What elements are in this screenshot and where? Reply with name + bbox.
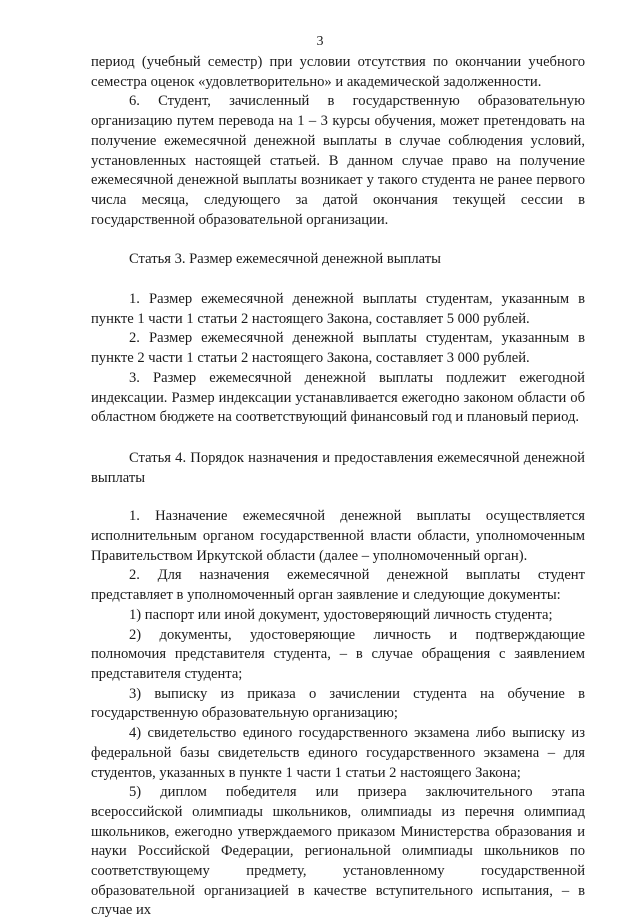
document-list-item-2: 2) документы, удостоверяющие личность и подтверждающие полномочия представителя студента, – в случае обращения с заявлением представителя студента; — [91, 626, 585, 682]
article-4-item-1: 1. Назначение ежемесячной денежной выплаты осуществляется исполнительным органом государственной власти области, уполномоченным Правительством Иркутской области (далее – уполномоченный орган). — [91, 508, 585, 564]
document-list-item-3: 3) выписку из приказа о зачислении студента на обучение в государственную образовательную организацию; — [91, 685, 585, 722]
article-3-item-2: 2. Размер ежемесячной денежной выплаты студентам, указанным в пункте 2 части 1 статьи 2 настоящего Закона, составляет 3 000 рублей. — [91, 330, 585, 367]
page-number: 3 — [316, 34, 324, 49]
paragraph-item-6: 6. Студент, зачисленный в государственную образовательную организацию путем перевода на 1 – 3 курсы обучения, может претендовать на получение ежемесячной денежной выплаты в случае соблюдения условий, установленных настоящей статьей. В данном случае право на получение ежемесячной денежной выплаты возникает у такого студента не ранее первого числа месяца, следующего за датой окончания текущей сессии в государственной образовательной организации. — [91, 93, 585, 228]
article-3-item-1: 1. Размер ежемесячной денежной выплаты студентам, указанным в пункте 1 части 1 статьи 2 настоящего Закона, составляет 5 000 рублей. — [91, 291, 585, 327]
article-3-item-3: 3. Размер ежемесячной денежной выплаты подлежит ежегодной индексации. Размер индексации устанавливается ежегодно законом области об областном бюджете на соответствующий финансовый год и плановый период. — [91, 369, 585, 426]
document-list-item-1: 1) паспорт или иной документ, удостоверяющий личность студента; — [129, 606, 553, 623]
article-3-heading: Статья 3. Размер ежемесячной денежной выплаты — [129, 251, 441, 268]
document-list-item-4: 4) свидетельство единого государственного экзамена либо выписку из федеральной базы свидетельств единого государственного экзамена – для студентов, указанных в пункте 1 части 1 статьи 2 настоящего Закона; — [91, 725, 585, 781]
article-4-item-2: 2. Для назначения ежемесячной денежной выплаты студент представляет в уполномоченный орган заявление и следующие документы: — [91, 567, 585, 604]
article-4-heading: Статья 4. Порядок назначения и предоставления ежемесячной денежной выплаты — [91, 449, 585, 486]
document-list-item-5: 5) диплом победителя или призера заключительного этапа всероссийской олимпиады школьников, олимпиады из перечня олимпиад школьников, ежегодно утверждаемого приказом Министерства образования и науки Российской Федерации, региональной олимпиады школьников по соответствующему предмету, установленному государственной образовательной организацией в качестве вступительного испытания, – в случае их — [91, 784, 585, 919]
document-body — [91, 53, 585, 921]
paragraph-continuation: период (учебный семестр) при условии отсутствия по окончании учебного семестра оценок «удовлетворительно» и академической задолженности. — [91, 54, 585, 90]
